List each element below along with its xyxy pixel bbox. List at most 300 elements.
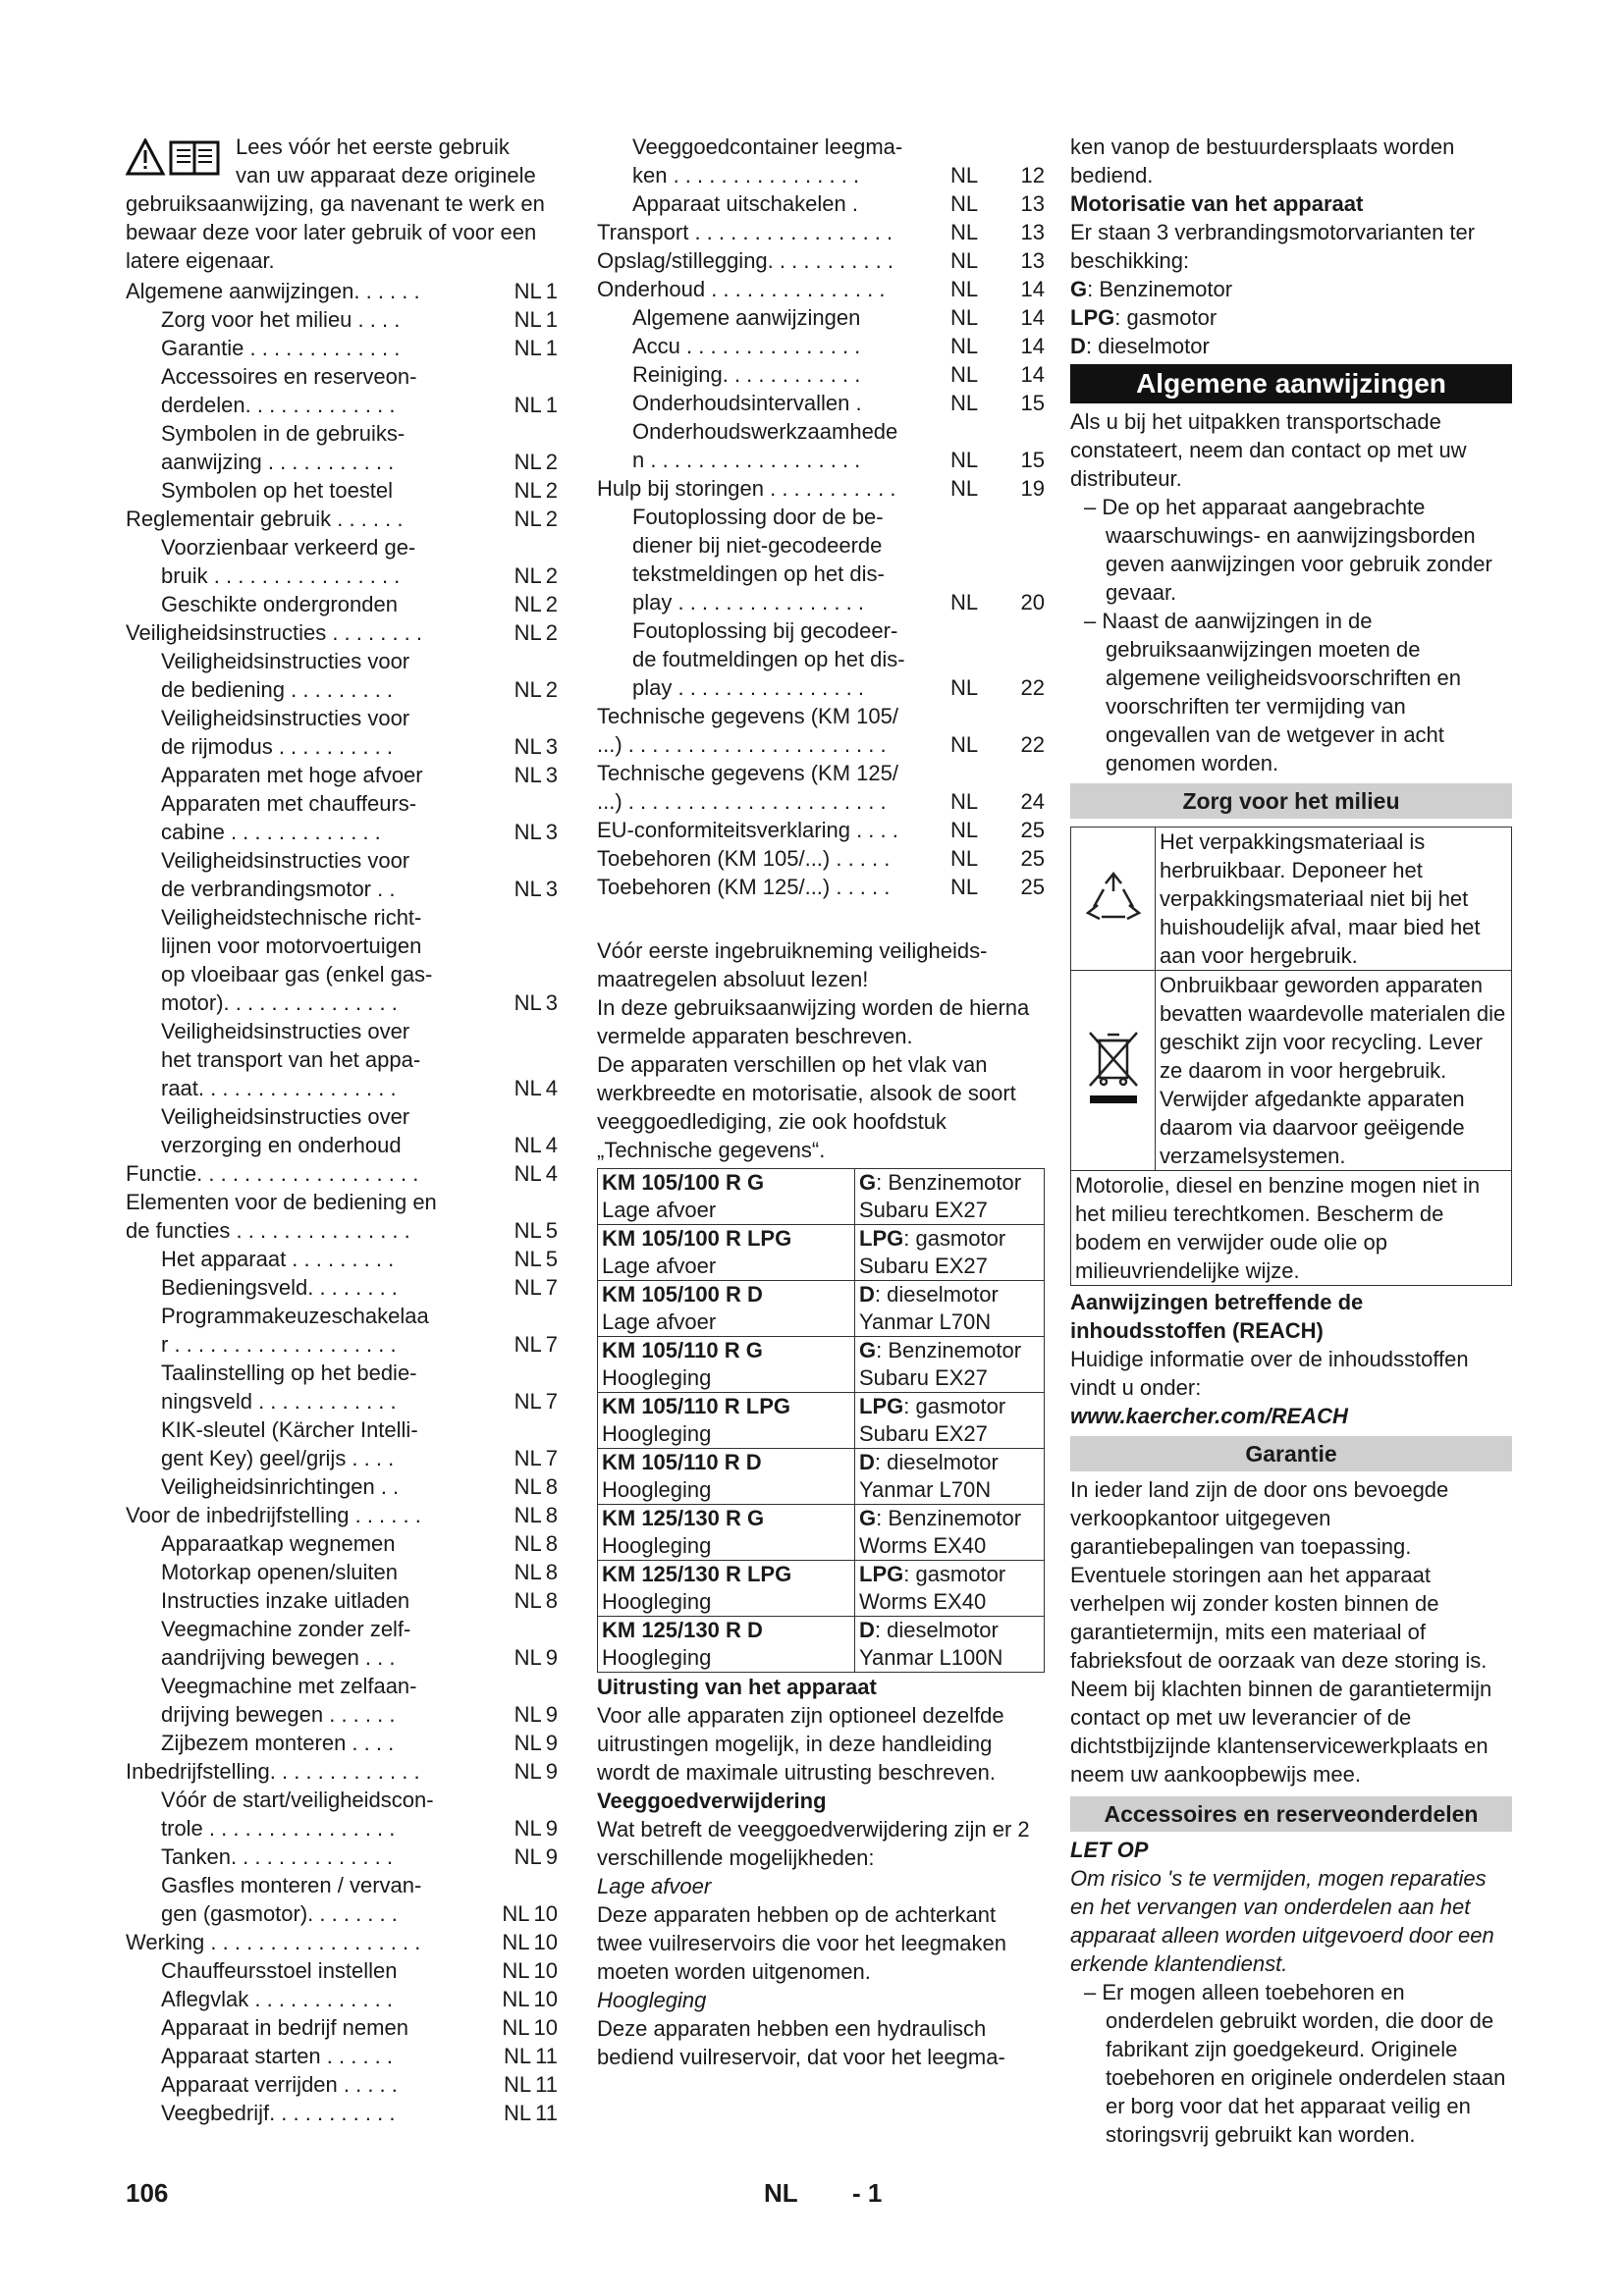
toc-entry[interactable]: [126, 1558, 558, 1586]
toc-entry[interactable]: [126, 1529, 558, 1558]
toc-entry-lang: NL: [514, 1446, 542, 1470]
model-cell: [598, 1281, 855, 1337]
model-table: [597, 1168, 1045, 1673]
engine-name: Subaru EX27: [859, 1198, 988, 1222]
toc-entry[interactable]: [126, 1842, 558, 1871]
toc-entry-page: 19: [1020, 476, 1045, 501]
toc-entry-page: 1: [545, 307, 558, 332]
reach-text: Huidige informatie over de inhoudsstoffen vindt u onder:: [1070, 1347, 1469, 1400]
toc-entry[interactable]: [126, 419, 558, 476]
toc-entry[interactable]: [126, 1985, 558, 2013]
toc-entry-page: 8: [545, 1503, 558, 1527]
motor-cell: [855, 1225, 1045, 1281]
toc-entry-page: 7: [545, 1446, 558, 1470]
motor-code: LPG: [859, 1394, 904, 1418]
motor-cell: [855, 1281, 1045, 1337]
toc-entry-title: Veiligheidsinstructies voor de bediening . . . . . . . . .: [161, 649, 410, 702]
table-row: [598, 1505, 1045, 1561]
motor-cell: [855, 1505, 1045, 1561]
toc-entry-page: 2: [545, 592, 558, 616]
algemene-bullet-2: – Naast de aanwijzingen in de gebruiksaanwijzingen moeten de algemene veiligheidsvoorschriften en voorschriften ter vermijding van ongevallen van de wetgever in acht genomen worden.: [1084, 609, 1461, 775]
page-number: 106: [126, 2178, 169, 2208]
toc-entry-page: 11: [535, 2072, 558, 2097]
toc-entry[interactable]: [126, 903, 558, 1017]
toc-entry-page: 2: [545, 478, 558, 503]
model-name: KM 125/130 R D: [602, 1618, 763, 1642]
toc-entry[interactable]: [597, 503, 1045, 616]
accessoires-bullet: – Er mogen alleen toebehoren en onderdelen gebruikt worden, die door de fabrikant zijn goedgekeurd. Originele toebehoren en originele onderdelen staan er borg voor dat het apparaat veilig en storingsvrij gebruikt kan worden.: [1084, 1980, 1506, 2147]
engine-name: Yanmar L70N: [859, 1309, 992, 1334]
toc-entry-lang: NL: [514, 1133, 542, 1157]
toc-entry-title: Foutoplossing bij gecodeer- de foutmeldingen op het dis- play . . . . . . . . . . . . . . . .: [632, 618, 905, 700]
toc-entry-lang: NL: [514, 1702, 542, 1727]
toc-entry[interactable]: [126, 789, 558, 846]
toc-entry-lang: NL: [950, 590, 979, 614]
toc-entry[interactable]: [126, 846, 558, 903]
toc-entry-page: 5: [545, 1218, 558, 1243]
toc-entry[interactable]: [126, 305, 558, 334]
toc-entry-page: 9: [545, 1702, 558, 1727]
toc-entry-lang: NL: [514, 1816, 542, 1841]
toc-entry[interactable]: [597, 702, 1045, 759]
model-cell: [598, 1561, 855, 1617]
toc-entry[interactable]: [597, 873, 1045, 901]
toc-entry-title: Elementen voor de bediening en de functies . . . . . . . . . . . . . . .: [126, 1190, 437, 1243]
toc-entry[interactable]: [126, 2099, 558, 2127]
toc-entry-title: Taalinstelling op het bedie- ningsveld . . . . . . . . . . . .: [161, 1361, 417, 1414]
toc-entry[interactable]: [126, 1956, 558, 1985]
model-cell: [598, 1449, 855, 1505]
engine-name: Subaru EX27: [859, 1254, 988, 1278]
toc-entry[interactable]: [126, 1786, 558, 1842]
toc-entry[interactable]: [597, 389, 1045, 417]
toc-entry-lang: NL: [514, 1531, 542, 1556]
toc-entry[interactable]: [126, 1359, 558, 1415]
motor-list-item: [1070, 303, 1512, 332]
toc-entry[interactable]: [126, 1017, 558, 1102]
toc-entry-lang: NL: [502, 1901, 530, 1926]
table-row: [598, 1449, 1045, 1505]
toc-entry-lang: NL: [950, 248, 979, 273]
toc-entry-lang: NL: [514, 563, 542, 588]
toc-entry-page: 2: [545, 563, 558, 588]
toc-entry[interactable]: [126, 1871, 558, 1928]
model-cell: [598, 1337, 855, 1393]
toc-entry-page: 15: [1020, 391, 1045, 415]
motor-code: D: [859, 1450, 875, 1474]
toc-entry-lang: NL: [514, 1389, 542, 1414]
toc-entry-page: 3: [545, 734, 558, 759]
model-cell: [598, 1225, 855, 1281]
toc-entry-lang: NL: [514, 620, 542, 645]
table-row: [598, 1169, 1045, 1225]
toc-entry-title: Algemene aanwijzingen: [632, 305, 861, 330]
toc-entry[interactable]: [597, 417, 1045, 474]
toc-entry-lang: NL: [514, 1759, 542, 1784]
model-name: KM 125/130 R G: [602, 1506, 765, 1530]
section-title-accessoires: Accessoires en reserveonderdelen: [1070, 1796, 1512, 1832]
motor-cell: [855, 1449, 1045, 1505]
intro-paragraph-3: De apparaten verschillen op het vlak van werkbreedte en motorisatie, alsook de soort veeggoedlediging, zie ook hoofdstuk „Technische gegevens“.: [597, 1052, 1016, 1162]
table-of-contents-2: [597, 133, 1045, 901]
toc-entry[interactable]: [126, 1672, 558, 1729]
model-name: KM 125/130 R LPG: [602, 1562, 792, 1586]
toc-entry-lang: NL: [502, 2015, 530, 2040]
toc-entry-title: Hulp bij storingen . . . . . . . . . . .: [597, 476, 896, 501]
motor-list: [1070, 275, 1512, 360]
toc-entry-page: 11: [535, 2044, 558, 2068]
toc-entry-title: Veegbedrijf. . . . . . . . . . .: [161, 2101, 396, 2125]
toc-entry-lang: NL: [514, 1247, 542, 1271]
motor-code: G: [859, 1506, 877, 1530]
toc-entry-page: 14: [1020, 277, 1045, 301]
recycle-text: Het verpakkingsmateriaal is herbruikbaar. Deponeer het verpakkingsmateriaal niet bij het huishoudelijk afval, maar bied het aan voor hergebruik.: [1160, 829, 1481, 968]
toc-entry-title: Symbolen in de gebruiks- aanwijzing . . . . . . . . . . .: [161, 421, 406, 474]
toc-entry-title: Apparaat verrijden . . . . .: [161, 2072, 398, 2097]
continued-text: ken vanop de bestuurdersplaats worden bediend.: [1070, 134, 1455, 187]
toc-entry-lang: NL: [950, 191, 979, 216]
model-type: Hoogleging: [602, 1365, 712, 1390]
toc-entry[interactable]: [126, 334, 558, 362]
intro-paragraph-1: Vóór eerste ingebruikneming veiligheids-maatregelen absoluut lezen!: [597, 938, 988, 991]
toc-entry-title: Veiligheidsinstructies voor de verbrandingsmotor . .: [161, 848, 410, 901]
toc-entry-title: Apparaat in bedrijf nemen: [161, 2015, 408, 2040]
footer-sub-page: - 1: [852, 2178, 883, 2208]
toc-entry[interactable]: [126, 1102, 558, 1159]
toc-entry-lang: NL: [514, 1474, 542, 1499]
motor-list-code: G: [1070, 277, 1088, 301]
toc-entry[interactable]: [126, 476, 558, 505]
toc-entry-lang: NL: [950, 818, 979, 842]
toc-entry[interactable]: [597, 246, 1045, 275]
toc-entry-lang: NL: [950, 277, 979, 301]
toc-entry-page: 7: [545, 1275, 558, 1300]
toc-entry[interactable]: [126, 647, 558, 704]
toc-entry[interactable]: [126, 2042, 558, 2070]
toc-entry[interactable]: [597, 474, 1045, 503]
toc-entry-page: 14: [1020, 305, 1045, 330]
toc-entry-title: Voor de inbedrijfstelling . . . . . .: [126, 1503, 421, 1527]
toc-entry-title: Accessoires en reserveon- derdelen. . . . . . . . . . . . .: [161, 364, 417, 417]
toc-entry[interactable]: [126, 1729, 558, 1757]
toc-entry-page: 2: [545, 507, 558, 531]
toc-entry-page: 8: [545, 1531, 558, 1556]
motor-type: : gasmotor: [903, 1226, 1006, 1251]
toc-entry[interactable]: [126, 1615, 558, 1672]
toc-entry-page: 20: [1020, 590, 1045, 614]
toc-entry-lang: NL: [514, 592, 542, 616]
toc-entry[interactable]: [126, 1586, 558, 1615]
toc-entry-page: 7: [545, 1332, 558, 1357]
intro-line-2: van uw apparaat deze originele: [236, 163, 536, 187]
toc-entry-lang: NL: [950, 875, 979, 899]
toc-entry-page: 3: [545, 990, 558, 1015]
model-name: KM 105/110 R LPG: [602, 1394, 790, 1418]
engine-name: Subaru EX27: [859, 1365, 988, 1390]
toc-entry-page: 10: [533, 2015, 558, 2040]
toc-entry[interactable]: [126, 1415, 558, 1472]
table-row: [598, 1337, 1045, 1393]
toc-entry-lang: NL: [514, 1731, 542, 1755]
toc-entry[interactable]: [597, 275, 1045, 303]
motor-line: [859, 1169, 1040, 1197]
toc-entry[interactable]: [126, 1302, 558, 1359]
toc-entry-lang: NL: [514, 763, 542, 787]
motor-line: [859, 1505, 1040, 1532]
toc-entry-page: 10: [533, 1930, 558, 1954]
toc-entry-title: Foutoplossing door de be- diener bij niet-gecodeerde tekstmeldingen op het dis- play . . . . . . . . . . . . . . . .: [632, 505, 885, 614]
toc-entry-title: Het apparaat . . . . . . . . .: [161, 1247, 395, 1271]
toc-entry[interactable]: [126, 1928, 558, 1956]
toc-entry-title: Gasfles monteren / vervan- gen (gasmotor). . . . . . . .: [161, 1873, 422, 1926]
motor-type: : dieselmotor: [874, 1282, 999, 1307]
toc-entry-lang: NL: [950, 163, 979, 187]
table-row: [598, 1225, 1045, 1281]
toc-entry-lang: NL: [514, 1076, 542, 1100]
intro-line-1: Lees vóór het eerste gebruik: [236, 134, 510, 159]
toc-entry[interactable]: [597, 189, 1045, 218]
toc-entry[interactable]: [126, 2070, 558, 2099]
table-row: [598, 1281, 1045, 1337]
toc-entry-title: Aflegvlak . . . . . . . . . . . .: [161, 1987, 393, 2011]
motorisatie-text: Er staan 3 verbrandingsmotorvarianten ter beschikking:: [1070, 220, 1476, 273]
toc-entry-title: Veiligheidsinstructies over verzorging en onderhoud: [161, 1104, 410, 1157]
model-name: KM 105/110 R D: [602, 1450, 762, 1474]
engine-name: Subaru EX27: [859, 1421, 988, 1446]
toc-entry-title: Veiligheidstechnische richt- lijnen voor motorvoertuigen op vloeibaar gas (enkel gas- motor). . . . . . . . . . . . . . .: [161, 905, 433, 1015]
toc-entry-page: 13: [1020, 248, 1045, 273]
section-title-garantie: Garantie: [1070, 1436, 1512, 1471]
toc-entry-page: 13: [1020, 191, 1045, 216]
toc-entry-page: 1: [545, 279, 558, 303]
lage-afvoer-text: Deze apparaten hebben op de achterkant twee vuilreservoirs die voor het leegmaken moeten worden uitgenomen.: [597, 1902, 1006, 1984]
motor-type: : gasmotor: [903, 1562, 1006, 1586]
toc-entry-title: Toebehoren (KM 125/...) . . . . .: [597, 875, 891, 899]
toc-entry-page: 3: [545, 763, 558, 787]
toc-entry-page: 22: [1020, 732, 1045, 757]
toc-entry[interactable]: [597, 616, 1045, 702]
toc-entry-title: Instructies inzake uitladen: [161, 1588, 410, 1613]
toc-entry-lang: NL: [514, 1645, 542, 1670]
toc-entry-title: Veegmachine zonder zelf- aandrijving bewegen . . .: [161, 1617, 411, 1670]
toc-entry[interactable]: [597, 218, 1045, 246]
toc-entry-title: Onderhoudsintervallen .: [632, 391, 862, 415]
motor-type: : Benzinemotor: [876, 1506, 1022, 1530]
model-type: Hoogleging: [602, 1477, 712, 1502]
toc-entry-lang: NL: [514, 877, 542, 901]
model-type: Lage afvoer: [602, 1309, 717, 1334]
motor-list-item: [1070, 332, 1512, 360]
hoogleging-title: Hoogleging: [597, 1988, 707, 2012]
toc-entry-title: Geschikte ondergronden: [161, 592, 398, 616]
motor-code: G: [859, 1338, 877, 1362]
toc-entry-lang: NL: [514, 1332, 542, 1357]
toc-entry[interactable]: [126, 277, 558, 305]
toc-entry-title: Accu . . . . . . . . . . . . . . .: [632, 334, 861, 358]
toc-entry-page: 2: [545, 677, 558, 702]
toc-entry[interactable]: [597, 759, 1045, 816]
toc-entry-lang: NL: [502, 1930, 530, 1954]
toc-entry[interactable]: [126, 1472, 558, 1501]
toc-entry[interactable]: [597, 303, 1045, 332]
motor-cell: [855, 1617, 1045, 1673]
motor-cell: [855, 1393, 1045, 1449]
toc-entry-page: 10: [533, 1987, 558, 2011]
motor-line: [859, 1617, 1040, 1644]
toc-entry-lang: NL: [950, 789, 979, 814]
toc-entry[interactable]: [126, 1188, 558, 1245]
toc-entry-lang: NL: [514, 307, 542, 332]
motor-code: LPG: [859, 1562, 904, 1586]
toc-entry[interactable]: [126, 704, 558, 761]
toc-entry-lang: NL: [502, 1958, 530, 1983]
toc-entry-title: KIK-sleutel (Kärcher Intelli- gent Key) geel/grijs . . . .: [161, 1417, 418, 1470]
toc-entry-title: Toebehoren (KM 105/...) . . . . .: [597, 846, 891, 871]
toc-entry-title: Chauffeursstoel instellen: [161, 1958, 398, 1983]
toc-entry-title: Veiligheidsinrichtingen . .: [161, 1474, 400, 1499]
toc-entry-title: Werking . . . . . . . . . . . . . . . . . .: [126, 1930, 421, 1954]
toc-entry-lang: NL: [514, 1503, 542, 1527]
motor-type: : gasmotor: [903, 1394, 1006, 1418]
reach-heading: Aanwijzingen betreffende de inhoudsstoffen (REACH): [1070, 1290, 1364, 1343]
section-title-algemene: Algemene aanwijzingen: [1070, 364, 1512, 403]
toc-entry-title: Garantie . . . . . . . . . . . . .: [161, 336, 401, 360]
toc-entry[interactable]: [126, 590, 558, 618]
toc-entry-page: 8: [545, 1588, 558, 1613]
column-3: [1070, 133, 1512, 2149]
crossed-out-bin-icon: [1071, 971, 1156, 1170]
toc-entry-page: 12: [1020, 163, 1045, 187]
toc-entry-page: 1: [545, 393, 558, 417]
toc-entry-page: 2: [545, 450, 558, 474]
oil-text: Motorolie, diesel en benzine mogen niet in het milieu terechtkomen. Bescherm de bodem en verwijder oude olie op milieuvriendelijke wijze.: [1075, 1173, 1481, 1283]
toc-entry[interactable]: [126, 362, 558, 419]
motor-code: LPG: [859, 1226, 904, 1251]
model-name: KM 105/100 R G: [602, 1170, 765, 1195]
toc-entry-page: 10: [533, 1901, 558, 1926]
toc-entry-page: 25: [1020, 846, 1045, 871]
motor-list-item: [1070, 275, 1512, 303]
toc-entry[interactable]: [126, 1159, 558, 1188]
toc-entry-lang: NL: [950, 476, 979, 501]
toc-entry[interactable]: [126, 2013, 558, 2042]
toc-entry-lang: NL: [950, 220, 979, 244]
toc-entry[interactable]: [126, 1757, 558, 1786]
toc-entry[interactable]: [126, 1501, 558, 1529]
toc-entry-title: Transport . . . . . . . . . . . . . . . . .: [597, 220, 893, 244]
motor-line: [859, 1281, 1040, 1308]
toc-entry-lang: NL: [514, 677, 542, 702]
toc-entry[interactable]: [597, 332, 1045, 360]
toc-entry-lang: NL: [504, 2044, 532, 2068]
env-row-bin: [1071, 971, 1511, 1171]
toc-entry-lang: NL: [950, 334, 979, 358]
toc-entry-page: 7: [545, 1389, 558, 1414]
toc-entry-lang: NL: [950, 305, 979, 330]
toc-entry[interactable]: [126, 761, 558, 789]
model-type: Hoogleging: [602, 1645, 712, 1670]
toc-entry[interactable]: [597, 360, 1045, 389]
toc-entry-title: Motorkap openen/sluiten: [161, 1560, 398, 1584]
toc-entry-page: 11: [535, 2101, 558, 2125]
toc-entry[interactable]: [597, 816, 1045, 844]
toc-entry-lang: NL: [950, 846, 979, 871]
toc-entry-title: Veiligheidsinstructies . . . . . . . .: [126, 620, 423, 645]
table-row: [598, 1393, 1045, 1449]
toc-entry-lang: NL: [514, 450, 542, 474]
toc-entry-title: Voorzienbaar verkeerd ge- bruik . . . . . . . . . . . . . . . .: [161, 535, 416, 588]
intro: [126, 133, 558, 275]
toc-entry-title: Symbolen op het toestel: [161, 478, 394, 503]
toc-entry-page: 10: [533, 1958, 558, 1983]
toc-entry-page: 5: [545, 1247, 558, 1271]
lage-afvoer-title: Lage afvoer: [597, 1874, 712, 1898]
toc-entry-lang: NL: [514, 1588, 542, 1613]
toc-entry-page: 1: [545, 336, 558, 360]
bin-text: Onbruikbaar geworden apparaten bevatten waardevolle materialen die geschikt zijn voor recycling. Lever ze daarom in voor hergebruik. Verwijder afgedankte apparaten daarom via daarvoor geëigende verzamelsystemen.: [1160, 973, 1506, 1168]
toc-entry[interactable]: [126, 1273, 558, 1302]
model-type: Hoogleging: [602, 1533, 712, 1558]
let-op-text: Om risico 's te vermijden, mogen reparaties en het vervangen van onderdelen aan het apparaat alleen worden uitgevoerd door een erkende klantendienst.: [1070, 1866, 1494, 1976]
toc-entry-page: 8: [545, 1474, 558, 1499]
model-name: KM 105/100 R D: [602, 1282, 763, 1307]
reach-url[interactable]: www.kaercher.com/REACH: [1070, 1404, 1348, 1428]
toc-entry[interactable]: [126, 505, 558, 533]
toc-entry-lang: NL: [514, 1218, 542, 1243]
engine-name: Worms EX40: [859, 1589, 987, 1614]
model-type: Hoogleging: [602, 1421, 712, 1446]
model-name: KM 105/100 R LPG: [602, 1226, 792, 1251]
motorisatie-heading: Motorisatie van het apparaat: [1070, 191, 1364, 216]
garantie-text: In ieder land zijn de door ons bevoegde verkoopkantoor uitgegeven garantiebepalingen van toepassing. Eventuele storingen aan het apparaat verhelpen wij zonder kosten binnen de garantietermijn, mits een materiaal of fabrieksfout de oorzaak van deze storing is. Neem bij klachten binnen de garantietermijn contact op met uw leverancier of de dichtstbijzijnde klantenservicewerkplaats en neem uw aankoopbewijs mee.: [1070, 1477, 1492, 1787]
toc-entry[interactable]: [126, 618, 558, 647]
toc-entry-page: 24: [1020, 789, 1045, 814]
toc-entry-title: Technische gegevens (KM 125/ ...) . . . . . . . . . . . . . . . . . . . . . .: [597, 761, 898, 814]
motor-line: [859, 1225, 1040, 1253]
env-row-recycle: [1071, 828, 1511, 971]
toc-entry-lang: NL: [950, 391, 979, 415]
toc-entry-title: Reglementair gebruik . . . . . .: [126, 507, 404, 531]
motor-type: : dieselmotor: [874, 1450, 999, 1474]
intro-paragraph-2: In deze gebruiksaanwijzing worden de hierna vermelde apparaten beschreven.: [597, 995, 1030, 1048]
motor-cell: [855, 1561, 1045, 1617]
toc-entry[interactable]: [126, 1245, 558, 1273]
toc-entry-lang: NL: [950, 732, 979, 757]
toc-entry-title: Zorg voor het milieu . . . .: [161, 307, 401, 332]
model-cell: [598, 1505, 855, 1561]
toc-entry-title: Reiniging. . . . . . . . . . . .: [632, 362, 861, 387]
toc-entry-page: 2: [545, 620, 558, 645]
toc-entry-page: 25: [1020, 818, 1045, 842]
toc-entry[interactable]: [126, 533, 558, 590]
toc-entry-title: Veegmachine met zelfaan- drijving bewegen . . . . . .: [161, 1674, 417, 1727]
toc-entry-page: 9: [545, 1816, 558, 1841]
toc-entry-title: Onderhoudswerkzaamhede n . . . . . . . . . . . . . . . . . .: [632, 419, 898, 472]
toc-entry[interactable]: [597, 844, 1045, 873]
engine-name: Worms EX40: [859, 1533, 987, 1558]
toc-entry-lang: NL: [502, 1987, 530, 2011]
table-row: [598, 1561, 1045, 1617]
motor-cell: [855, 1169, 1045, 1225]
algemene-bullet-1: – De op het apparaat aangebrachte waarschuwings- en aanwijzingsborden geven aanwijzingen voor gebruik zonder gevaar.: [1084, 495, 1492, 605]
let-op-label: LET OP: [1070, 1838, 1149, 1862]
toc-entry-title: EU-conformiteitsverklaring . . . .: [597, 818, 898, 842]
toc-entry-page: 9: [545, 1645, 558, 1670]
toc-entry[interactable]: [597, 133, 1045, 189]
motor-code: G: [859, 1170, 877, 1195]
column-2: [597, 133, 1045, 2071]
toc-entry-page: 4: [545, 1076, 558, 1100]
